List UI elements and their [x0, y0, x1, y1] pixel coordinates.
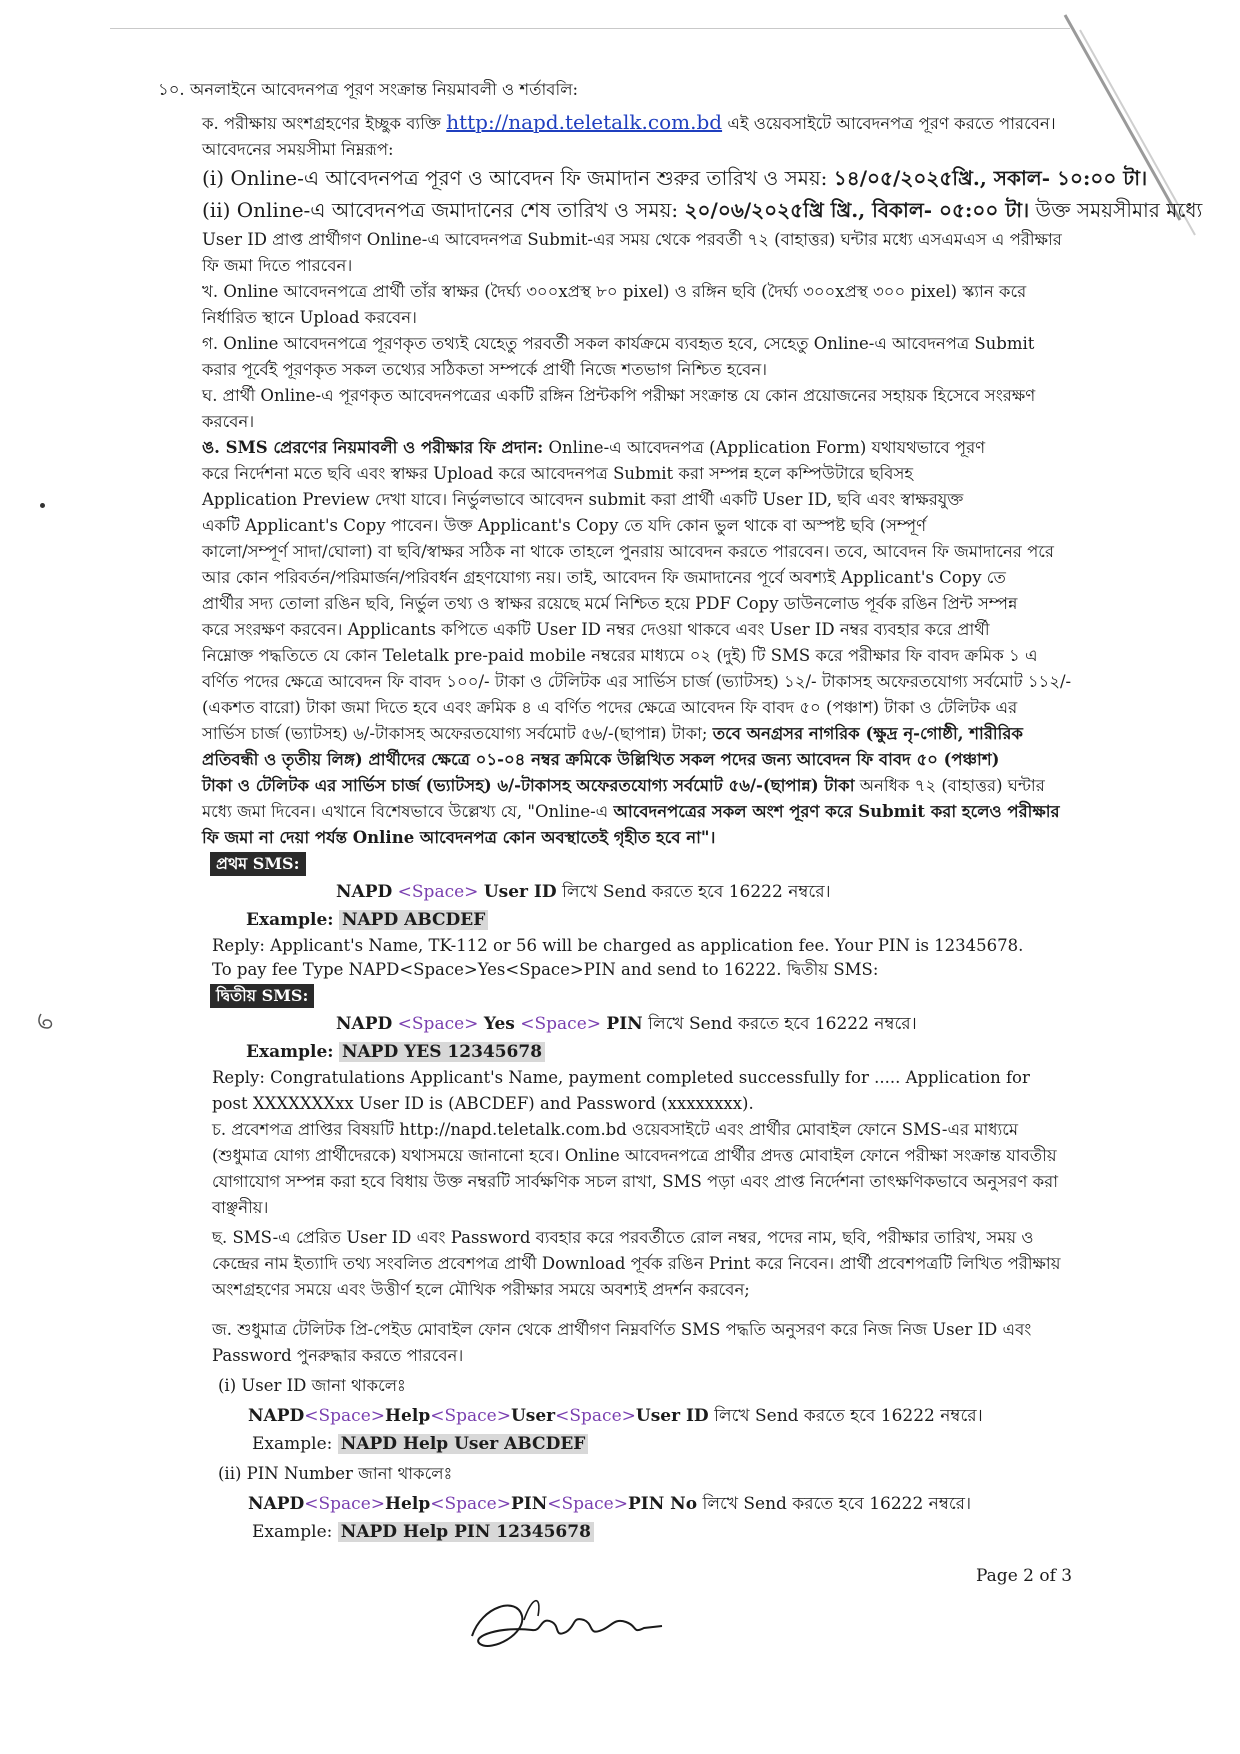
- cmd-space-token: <Space>: [304, 1406, 385, 1426]
- top-rule: [110, 28, 1070, 29]
- cmd-space-token: <Space>: [555, 1406, 636, 1426]
- clause-chha-l2: কেন্দ্রের নাম ইত্যাদি তথ্য সংবলিত প্রবেশপত্র প্রার্থী Download পূর্বক রঙিন Print করে নিবেন। প্রার্থী প্রবেশপত্রটি লিখিত পরীক্ষায়: [212, 1254, 1061, 1273]
- cmd-instruction: লিখে Send করতে হবে 16222 নম্বরে।: [648, 1014, 917, 1034]
- clause-cha-l1: চ. প্রবেশপত্র প্রাপ্তির বিষয়টি http://napd.teletalk.com.bd ওয়েবসাইটে এবং প্রার্থীর মোবাইল ফোনে SMS-এর মাধ্যমে: [212, 1120, 1019, 1139]
- cmd-help: Help: [385, 1494, 431, 1514]
- first-sms-reply-l1: Reply: Applicant's Name, TK-112 or 56 will be charged as application fee. Your PIN is 12345678.: [212, 936, 1024, 955]
- cmd-space-token: <Space>: [304, 1494, 385, 1514]
- second-sms-example: [246, 1040, 545, 1064]
- cmd-pin: PIN: [510, 1494, 548, 1514]
- clause-chha-l3: অংশগ্রহণের সময়ে এবং উত্তীর্ণ হলে মৌখিক পরীক্ষার সময়ে অবশ্যই প্রদর্শন করবেন;: [212, 1280, 750, 1299]
- clause-uma-heading: ঙ. SMS প্রেরণের নিয়মাবলী ও পরীক্ষার ফি প্রদান:: [202, 438, 544, 457]
- end-date-label: (ii) Online-এ আবেদনপত্র জমাদানের শেষ তারিখ ও সময়:: [202, 198, 679, 222]
- start-date-line: [202, 166, 1147, 190]
- cmd-pin: PIN: [606, 1014, 643, 1034]
- second-sms-command: [336, 1012, 917, 1036]
- clause-uma-l10: বর্ণিত পদের ক্ষেত্রে আবেদন ফি বাবদ ১০০/- টাকা ও টেলিটক এর সার্ভিস চার্জ (ভ্যাটসহ) ১২/- টাকাসহ অফেরতযোগ্য সর্বমোট ১১২/-: [202, 672, 1072, 691]
- end-date-line: [202, 198, 1202, 222]
- clause-ka-text-end: এই ওয়েবসাইটে আবেদনপত্র পূরণ করতে পারবেন।: [727, 114, 1056, 133]
- page-number: Page 2 of 3: [976, 1566, 1073, 1586]
- cmd-space-token: <Space>: [397, 1014, 479, 1034]
- cmd-instruction: লিখে Send করতে হবে 16222 নম্বরে।: [702, 1494, 972, 1514]
- cmd-keyword: NAPD: [248, 1406, 305, 1426]
- end-date-post: উক্ত সময়সীমার মধ্যে: [1035, 198, 1203, 222]
- fee-text: সার্ভিস চার্জ (ভ্যাটসহ) ৬/-টাকাসহ অফেরতযোগ্য সর্বমোট ৫৬/-(ছাপান্ন) টাকা;: [202, 724, 708, 743]
- fee-exception-end: টাকা ও টেলিটক এর সার্ভিস চার্জ (ভ্যাটসহ) ৬/-টাকাসহ অফেরতযোগ্য সর্বমোট ৫৬/-(ছাপান্ন) টাকা: [202, 776, 855, 795]
- cmd-instruction: লিখে Send করতে হবে 16222 নম্বরে।: [714, 1406, 983, 1426]
- clause-uma-l16: ফি জমা না দেয়া পর্যন্ত Online আবেদনপত্র কোন অবস্থাতেই গৃহীত হবে না"।: [202, 828, 716, 847]
- example-value: NAPD YES 12345678: [339, 1042, 545, 1062]
- clause-uma-l1: [202, 436, 985, 460]
- section-heading: [158, 78, 578, 102]
- punch-hole-mark: [35, 1010, 57, 1032]
- cmd-help: Help: [385, 1406, 431, 1426]
- start-date-value: ১৪/০৫/২০২৫খ্রি., সকাল- ১০:০০ টা।: [833, 166, 1148, 190]
- cmd-keyword: NAPD: [248, 1494, 305, 1514]
- napd-website-link[interactable]: http://napd.teletalk.com.bd: [446, 110, 723, 134]
- clause-uma-l14: [202, 774, 1045, 798]
- clause-ga-l1: গ. Online আবেদনপত্রে পূরণকৃত তথ্যই যেহেতু পরবর্তী সকল কার্যক্রমে ব্যবহৃত হবে, সেহেতু Online-এ আবেদনপত্র Submit: [202, 334, 1035, 353]
- cmd-keyword: NAPD: [336, 1014, 393, 1034]
- note-bold-text: আবেদনপত্রের সকল অংশ পূরণ করে Submit করা হলেও পরীক্ষার: [613, 802, 1060, 821]
- example-value: NAPD Help PIN 12345678: [338, 1522, 594, 1542]
- clause-chha-l1: ছ. SMS-এ প্রেরিত User ID এবং Password ব্যবহার করে পরবর্তীতে রোল নম্বর, পদের নাম, ছবি, পরীক্ষার তারিখ, সময় ও: [212, 1228, 1034, 1247]
- cmd-yes: Yes: [483, 1014, 515, 1034]
- recover-pin-label: (ii) PIN Number জানা থাকলেঃ: [218, 1464, 453, 1483]
- cmd-keyword: NAPD: [336, 882, 393, 902]
- end-date-line3: ফি জমা দিতে পারবেন।: [202, 256, 353, 275]
- clause-uma-l8: করে সংরক্ষণ করবেন। Applicants কপিতে একটি User ID নম্বর দেওয়া থাকবে এবং User ID নম্বর ব্যবহার করে প্রার্থী: [202, 620, 990, 639]
- deadline-intro: আবেদনের সময়সীমা নিম্নরূপ:: [202, 140, 394, 159]
- cmd-space-token: <Space>: [430, 1406, 511, 1426]
- clause-uma-l15: [202, 800, 1060, 824]
- fee-deadline-text: অনধিক ৭২ (বাহাত্তর) ঘন্টার: [859, 776, 1045, 795]
- clause-uma-l13: প্রতিবন্ধী ও তৃতীয় লিঙ্গ) প্রার্থীদের ক্ষেত্রে ০১-০৪ নম্বর ক্রমিকে উল্লিখিত সকল পদের জন্য আবেদন ফি বাবদ ৫০ (পঞ্চাশ): [202, 750, 1000, 769]
- clause-cha-l2: (শুধুমাত্র যোগ্য প্রার্থীদেরকে) যথাসময়ে জানানো হবে। Online আবেদনপত্রে প্রার্থীর প্রদত্ত মোবাইল ফোনে পরীক্ষা সংক্রান্ত যাবতীয়: [212, 1146, 1057, 1165]
- example-value: NAPD Help User ABCDEF: [338, 1434, 589, 1454]
- cmd-space-token: <Space>: [430, 1494, 511, 1514]
- second-sms-label: দ্বিতীয় SMS:: [210, 984, 314, 1008]
- clause-gha-l2: করবেন।: [202, 412, 255, 431]
- first-sms-example: [246, 908, 488, 932]
- clause-ja-l1: জ. শুধুমাত্র টেলিটক প্রি-পেইড মোবাইল ফোন থেকে প্রার্থীগণ নিম্নবর্ণিত SMS পদ্ধতি অনুসরণ করে নিজ নিজ User ID এবং: [212, 1320, 1032, 1339]
- clause-ja-l2: Password পুনরুদ্ধার করতে পারবেন।: [212, 1346, 464, 1365]
- start-date-label: (i) Online-এ আবেদনপত্র পূরণ ও আবেদন ফি জমাদান শুরুর তারিখ ও সময়:: [202, 166, 828, 190]
- example-label: Example:: [252, 1434, 333, 1454]
- recover-user-id-label: (i) User ID জানা থাকলেঃ: [218, 1376, 406, 1395]
- fee-exception-text: তবে অনগ্রসর নাগরিক (ক্ষুদ্র নৃ-গোষ্ঠী, শারীরিক: [712, 724, 1023, 743]
- clause-uma-l3: Application Preview দেখা যাবে। নির্ভুলভাবে আবেদন submit করা প্রার্থী একটি User ID, ছবি এবং স্বাক্ষরযুক্ত: [202, 490, 964, 509]
- second-sms-reply-l1: Reply: Congratulations Applicant's Name, payment completed successfully for ..... Application for: [212, 1068, 1030, 1087]
- section-number: ১০.: [158, 80, 185, 99]
- cmd-instruction: লিখে Send করতে হবে 16222 নম্বরে।: [562, 882, 831, 902]
- clause-cha-l4: বাঞ্ছনীয়।: [212, 1198, 269, 1217]
- clause-uma-l6: আর কোন পরিবর্তন/পরিমার্জন/পরিবর্ধন গ্রহণযোগ্য নয়। তাই, আবেদন ফি জমাদানের পূর্বে অবশ্যই Applicant's Copy তে: [202, 568, 1006, 587]
- first-sms-command: [336, 880, 831, 904]
- scan-speck: [40, 503, 45, 508]
- cmd-space-token: <Space>: [397, 882, 479, 902]
- clause-ga-l2: করার পূর্বেই পূরণকৃত সকল তথ্যের সঠিকতা সম্পর্কে প্রার্থী নিজে শতভাগ নিশ্চিত হবেন।: [202, 360, 768, 379]
- clause-kha-l2: নির্ধারিত স্থানে Upload করবেন।: [202, 308, 417, 327]
- cmd-user: User: [510, 1406, 556, 1426]
- end-date-line2: User ID প্রাপ্ত প্রার্থীগণ Online-এ আবেদনপত্র Submit-এর সময় থেকে পরবর্তী ৭২ (বাহাত্তর) ঘন্টার মধ্যে এসএমএস এ পরীক্ষার: [202, 230, 1062, 249]
- cmd-user-id: User ID: [635, 1406, 709, 1426]
- clause-kha-l1: খ. Online আবেদনপত্রে প্রার্থী তাঁর স্বাক্ষর (দৈর্ঘ্য ৩০০xপ্রস্থ ৮০ pixel) ও রঙ্গিন ছবি (দৈর্ঘ্য ৩০০xপ্রস্থ ৩০০ pixel) স্ক্যান করে: [202, 282, 1027, 301]
- clause-gha-l1: ঘ. প্রার্থী Online-এ পূরণকৃত আবেদনপত্রের একটি রঙ্গিন প্রিন্টকপি পরীক্ষা সংক্রান্ত যে কোন প্রয়োজনের সহায়ক হিসেবে সংরক্ষণ: [202, 386, 1036, 405]
- first-sms-reply-l2: To pay fee Type NAPD<Space>Yes<Space>PIN and send to 16222. দ্বিতীয় SMS:: [212, 960, 879, 979]
- clause-uma-l7: প্রার্থীর সদ্য তোলা রঙিন ছবি, নির্ভুল তথ্য ও স্বাক্ষর রয়েছে মর্মে নিশ্চিত হয়ে PDF Copy ডাউনলোড পূর্বক রঙিন প্রিন্ট সম্পন্ন: [202, 594, 1018, 613]
- first-sms-label: প্রথম SMS:: [210, 852, 306, 876]
- cmd-space-token: <Space>: [520, 1014, 601, 1034]
- second-sms-reply-l2: post XXXXXXXxx User ID is (ABCDEF) and Password (xxxxxxxx).: [212, 1094, 754, 1113]
- recover-pin-command: [248, 1492, 971, 1516]
- example-value: NAPD ABCDEF: [339, 910, 488, 930]
- clause-uma-l9: নিম্নোক্ত পদ্ধতিতে যে কোন Teletalk pre-paid mobile নম্বরের মাধ্যমে ০২ (দুই) টি SMS করে পরীক্ষার ফি বাবদ ক্রমিক ১ এ: [202, 646, 1038, 665]
- note-text: মধ্যে জমা দিবেন। এখানে বিশেষভাবে উল্লেখ্য যে, "Online-এ: [202, 802, 609, 821]
- example-label: Example:: [246, 1042, 334, 1062]
- end-date-value: ২০/০৬/২০২৫খ্রি খ্রি., বিকাল- ০৫:০০ টা।: [684, 198, 1030, 222]
- cmd-pin-no: PIN No: [627, 1494, 698, 1514]
- clause-uma-l4: একটি Applicant's Copy পাবেন। উক্ত Applicant's Copy তে যদি কোন ভুল থাকে বা অস্পষ্ট ছবি (সম্পূর্ণ: [202, 516, 927, 535]
- recover-user-id-command: [248, 1404, 983, 1428]
- section-title: অনলাইনে আবেদনপত্র পূরণ সংক্রান্ত নিয়মাবলী ও শর্তাবলি:: [189, 80, 579, 99]
- cmd-user-id: User ID: [483, 882, 557, 902]
- clause-uma-l1-text: Online-এ আবেদনপত্র (Application Form) যথাযথভাবে পূরণ: [548, 438, 986, 457]
- clause-uma-l11: (একশত বারো) টাকা জমা দিতে হবে এবং ক্রমিক ৪ এ বর্ণিত পদের ক্ষেত্রে আবেদন ফি বাবদ ৫০ (পঞ্চাশ) টাকা ও টেলিটক এর: [202, 698, 1018, 717]
- recover-pin-example: [252, 1520, 594, 1544]
- clause-cha-l3: যোগাযোগ সম্পন্ন করা হবে বিধায় উক্ত নম্বরটি সার্বক্ষণিক সচল রাখা, SMS পড়া এবং প্রাপ্ত নির্দেশনা তাৎক্ষণিকভাবে অনুসরণ করা: [212, 1172, 1059, 1191]
- cmd-space-token: <Space>: [547, 1494, 628, 1514]
- clause-uma-l2: করে নির্দেশনা মতে ছবি এবং স্বাক্ষর Upload করে আবেদনপত্র Submit করা সম্পন্ন হলে কম্পিউটারে ছবিসহ: [202, 464, 914, 483]
- example-label: Example:: [252, 1522, 333, 1542]
- clause-ka: [202, 110, 1056, 136]
- signature: [462, 1586, 672, 1658]
- recover-user-id-example: [252, 1432, 588, 1456]
- clause-ka-text: ক. পরীক্ষায় অংশগ্রহণের ইচ্ছুক ব্যক্তি: [202, 114, 441, 133]
- clause-uma-l12: [202, 722, 1023, 746]
- clause-uma-l5: কালো/সম্পূর্ণ সাদা/ঘোলা) বা ছবি/স্বাক্ষর সঠিক না থাকে তাহলে পুনরায় আবেদন করতে পারবেন। তবে, আবেদন ফি জমাদানের পরে: [202, 542, 1054, 561]
- example-label: Example:: [246, 910, 334, 930]
